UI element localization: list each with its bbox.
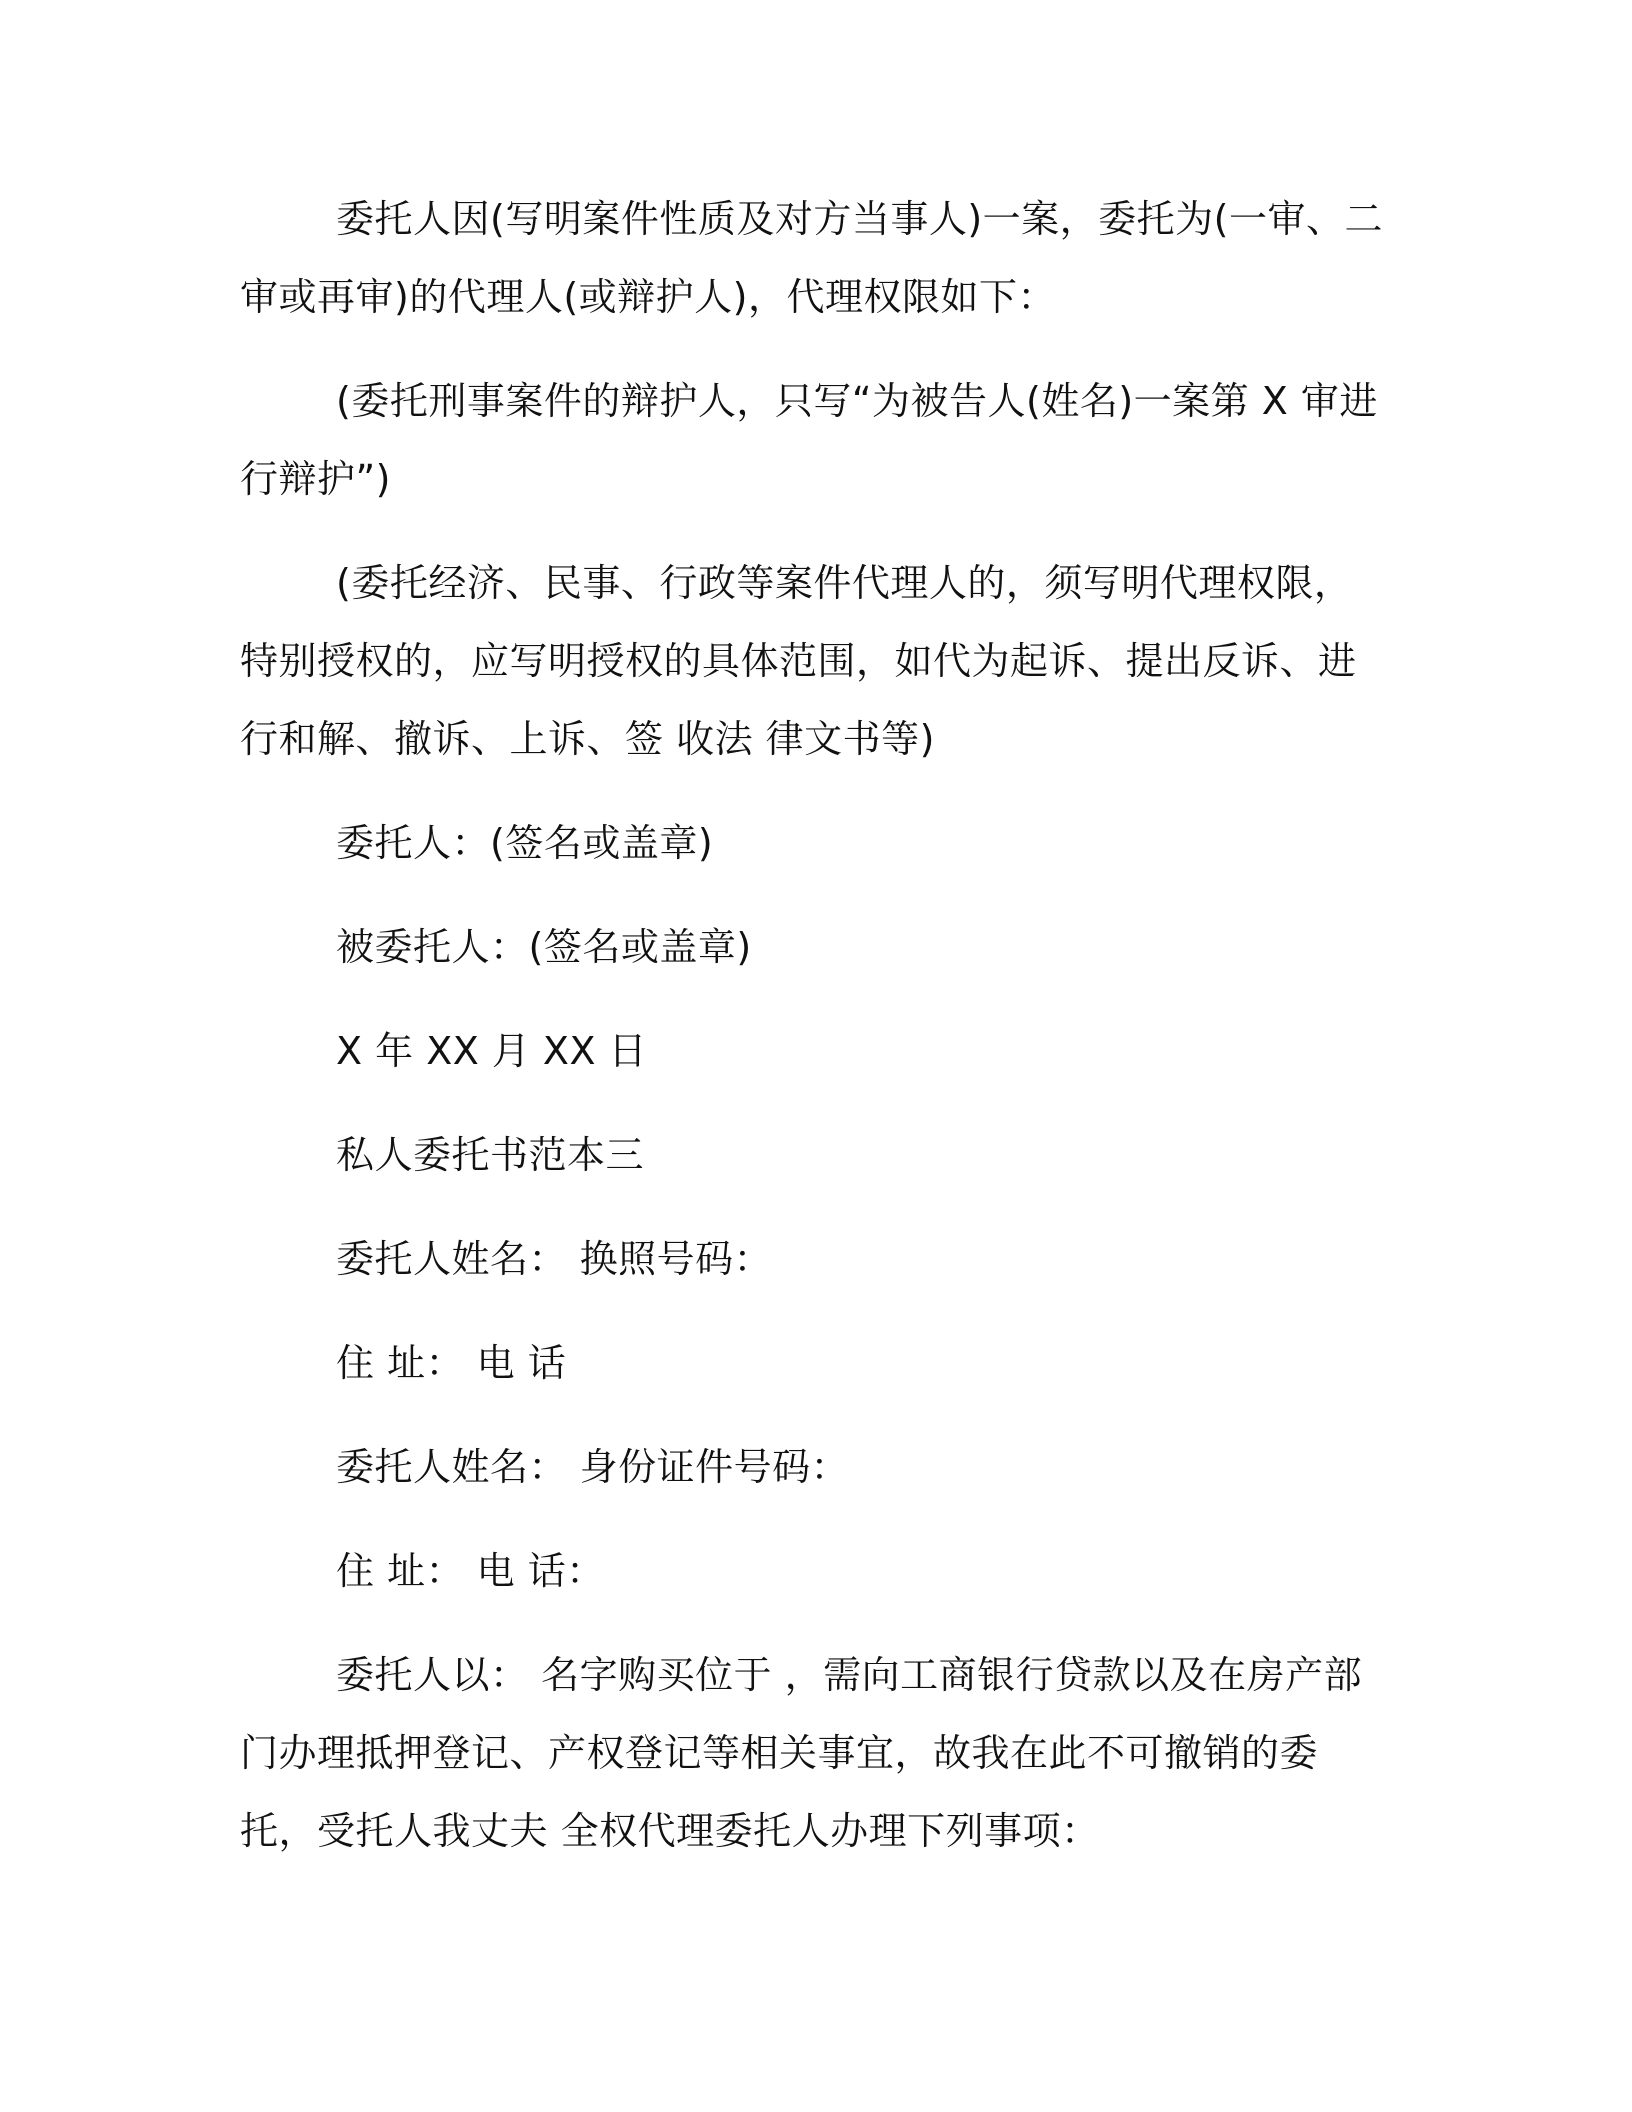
paragraph-entrustment-scope: 委托人因(写明案件性质及对方当事人)一案，委托为(一审、二审或再审)的代理人(或辩护人)，代理权限如下： xyxy=(240,197,1383,319)
document-page xyxy=(240,180,1390,1896)
line-address-phone-1: 住 址： 电 话 xyxy=(336,1341,567,1385)
paragraph-loan-authorization: 委托人以： 名字购买位于 ，需向工商银行贷款以及在房产部门办理抵押登记、产权登记等相关事宜，故我在此不可撤销的委托，受托人我丈夫 全权代理委托人办理下列事项： xyxy=(240,1653,1363,1853)
line-date: X 年 XX 月 XX 日 xyxy=(336,1029,648,1073)
line-principal-name-passport: 委托人姓名： 换照号码： xyxy=(336,1237,773,1281)
paragraph-civil-note: (委托经济、民事、行政等案件代理人的，须写明代理权限，特别授权的，应写明授权的具体范围，如代为起诉、提出反诉、进行和解、撤诉、上诉、签 收法 律文书等) xyxy=(240,561,1357,761)
line-address-phone-2: 住 址： 电 话： xyxy=(336,1549,605,1593)
paragraph-criminal-note: (委托刑事案件的辩护人，只写“为被告人(姓名)一案第 X 审进行辩护”) xyxy=(240,379,1378,501)
line-principal-signature: 委托人：(签名或盖章) xyxy=(336,821,714,865)
line-agent-signature: 被委托人：(签名或盖章) xyxy=(336,925,752,969)
section-title: 私人委托书范本三 xyxy=(336,1133,645,1177)
line-principal-name-id: 委托人姓名： 身份证件号码： xyxy=(336,1445,850,1489)
